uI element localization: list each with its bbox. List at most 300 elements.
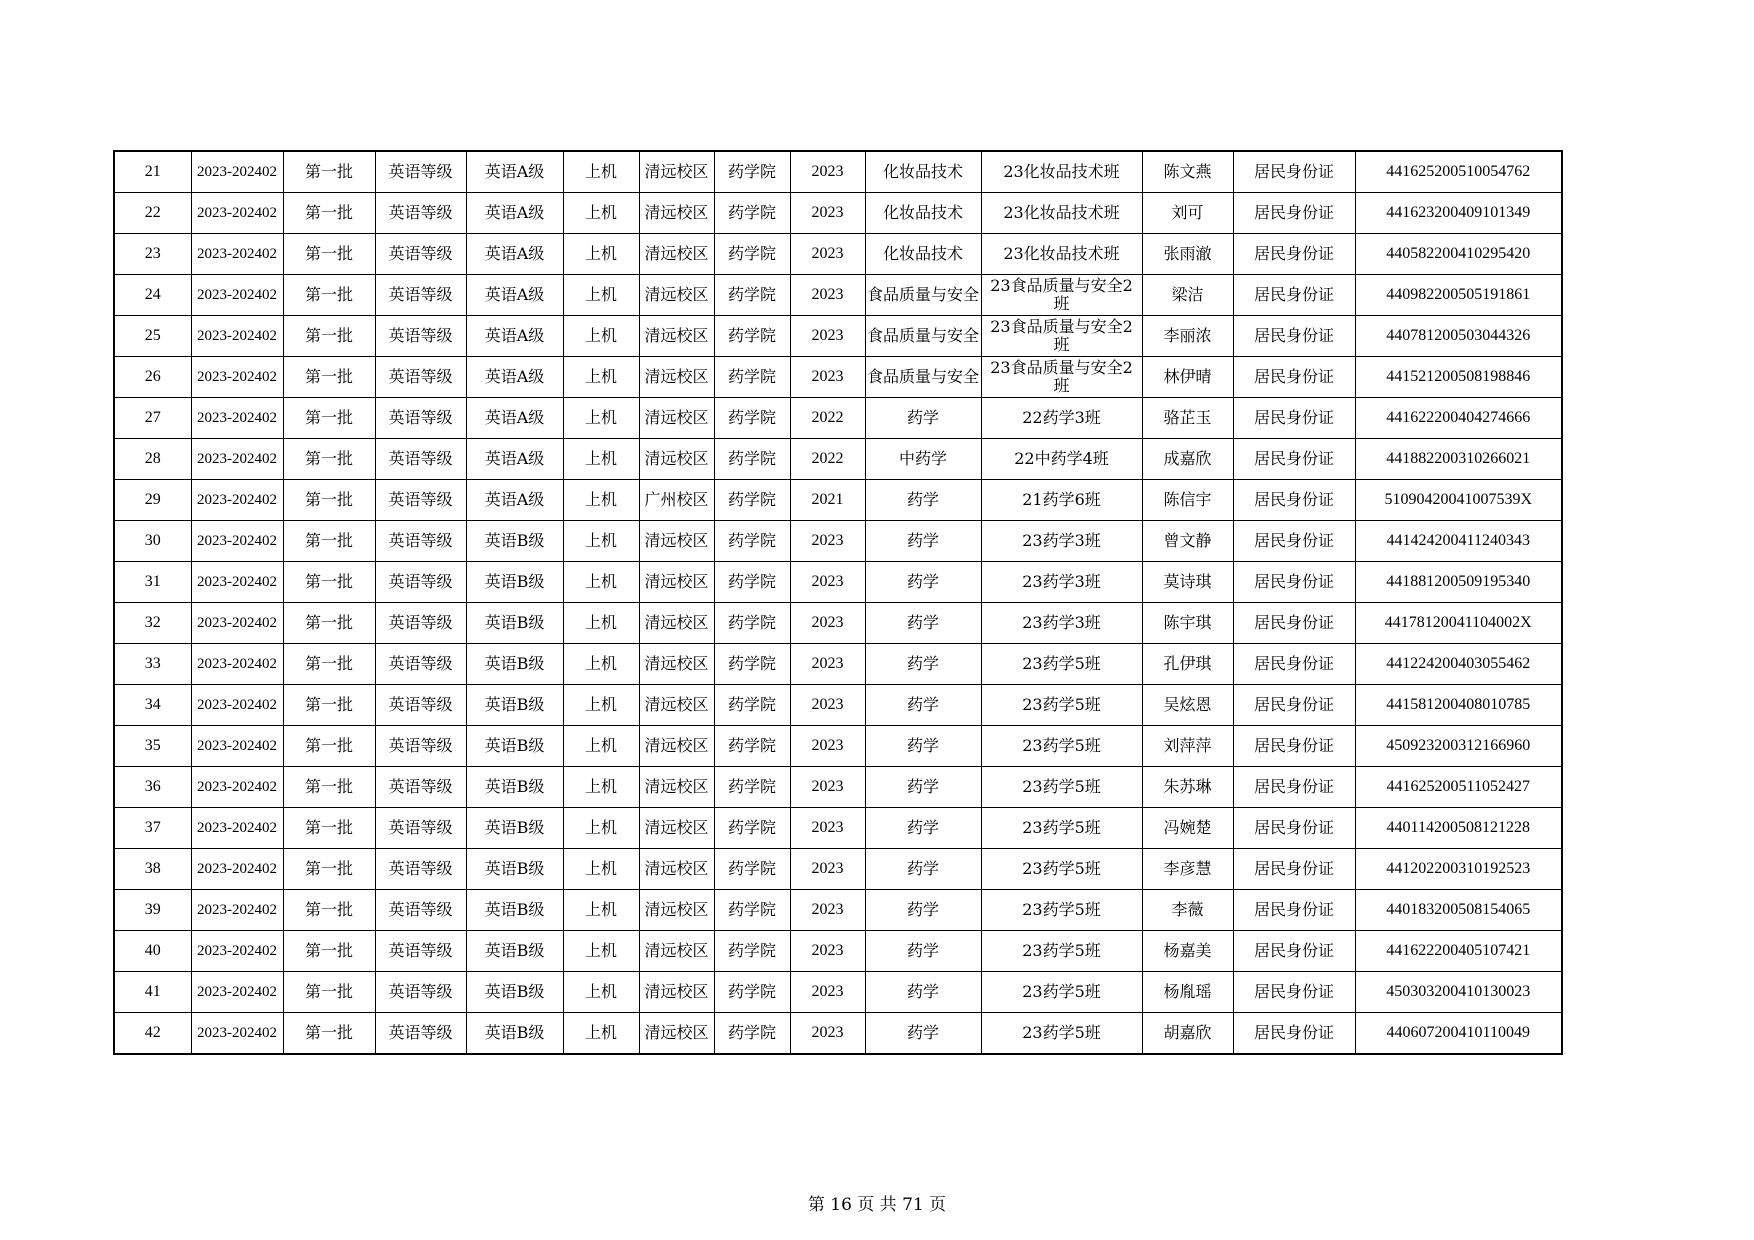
cell-id-type: 居民身份证: [1233, 562, 1355, 603]
cell-term: 2023-202402: [191, 275, 283, 316]
cell-class-name: 23药学5班: [981, 931, 1142, 972]
cell-grade-year: 2023: [790, 275, 865, 316]
cell-major: 药学: [865, 972, 981, 1013]
cell-exam-mode: 上机: [563, 275, 639, 316]
table-row: [114, 275, 1562, 316]
cell-class-name: 23药学5班: [981, 685, 1142, 726]
cell-college: 药学院: [714, 972, 790, 1013]
records-table-body: [114, 151, 1562, 1054]
cell-major: 药学: [865, 808, 981, 849]
cell-exam-category: 英语等级: [375, 644, 466, 685]
cell-term: 2023-202402: [191, 972, 283, 1013]
cell-major: 药学: [865, 603, 981, 644]
cell-class-name: 23食品质量与安全2班: [981, 357, 1142, 398]
cell-exam-level: 英语B级: [466, 726, 563, 767]
cell-id-number: 441625200511052427: [1355, 767, 1562, 808]
cell-grade-year: 2023: [790, 234, 865, 275]
cell-campus: 清远校区: [639, 685, 714, 726]
cell-exam-mode: 上机: [563, 890, 639, 931]
cell-student-name: 陈文燕: [1142, 151, 1233, 193]
cell-row-number: 23: [114, 234, 191, 275]
cell-row-number: 40: [114, 931, 191, 972]
cell-exam-mode: 上机: [563, 685, 639, 726]
cell-batch: 第一批: [283, 439, 375, 480]
cell-major: 药学: [865, 931, 981, 972]
cell-student-name: 曾文静: [1142, 521, 1233, 562]
cell-batch: 第一批: [283, 562, 375, 603]
cell-college: 药学院: [714, 234, 790, 275]
cell-id-type: 居民身份证: [1233, 357, 1355, 398]
cell-campus: 清远校区: [639, 398, 714, 439]
table-row: [114, 357, 1562, 398]
cell-row-number: 21: [114, 151, 191, 193]
cell-batch: 第一批: [283, 685, 375, 726]
cell-college: 药学院: [714, 275, 790, 316]
cell-term: 2023-202402: [191, 1013, 283, 1055]
cell-class-name: 22药学3班: [981, 398, 1142, 439]
cell-major: 化妆品技术: [865, 234, 981, 275]
cell-row-number: 39: [114, 890, 191, 931]
cell-batch: 第一批: [283, 275, 375, 316]
cell-campus: 清远校区: [639, 439, 714, 480]
cell-id-number: 44178120041104002X: [1355, 603, 1562, 644]
table-row: [114, 562, 1562, 603]
cell-exam-mode: 上机: [563, 151, 639, 193]
cell-id-number: 450303200410130023: [1355, 972, 1562, 1013]
cell-batch: 第一批: [283, 398, 375, 439]
cell-row-number: 38: [114, 849, 191, 890]
cell-class-name: 23药学5班: [981, 849, 1142, 890]
cell-row-number: 41: [114, 972, 191, 1013]
cell-major: 药学: [865, 521, 981, 562]
cell-id-type: 居民身份证: [1233, 972, 1355, 1013]
cell-exam-level: 英语A级: [466, 439, 563, 480]
cell-term: 2023-202402: [191, 357, 283, 398]
cell-student-name: 李薇: [1142, 890, 1233, 931]
table-row: [114, 890, 1562, 931]
cell-student-name: 陈宇琪: [1142, 603, 1233, 644]
cell-id-type: 居民身份证: [1233, 726, 1355, 767]
cell-college: 药学院: [714, 193, 790, 234]
cell-class-name: 23药学5班: [981, 808, 1142, 849]
cell-student-name: 孔伊琪: [1142, 644, 1233, 685]
cell-id-type: 居民身份证: [1233, 603, 1355, 644]
cell-exam-category: 英语等级: [375, 849, 466, 890]
cell-row-number: 30: [114, 521, 191, 562]
cell-major: 化妆品技术: [865, 151, 981, 193]
cell-exam-category: 英语等级: [375, 562, 466, 603]
cell-exam-category: 英语等级: [375, 603, 466, 644]
cell-exam-mode: 上机: [563, 931, 639, 972]
table-row: [114, 849, 1562, 890]
cell-id-type: 居民身份证: [1233, 931, 1355, 972]
cell-student-name: 李丽浓: [1142, 316, 1233, 357]
table-row: [114, 521, 1562, 562]
cell-major: 药学: [865, 1013, 981, 1055]
cell-class-name: 23化妆品技术班: [981, 193, 1142, 234]
cell-campus: 清远校区: [639, 972, 714, 1013]
cell-campus: 清远校区: [639, 890, 714, 931]
cell-class-name: 23药学5班: [981, 726, 1142, 767]
cell-row-number: 32: [114, 603, 191, 644]
cell-major: 药学: [865, 726, 981, 767]
cell-exam-mode: 上机: [563, 521, 639, 562]
cell-grade-year: 2023: [790, 1013, 865, 1055]
cell-exam-level: 英语A级: [466, 275, 563, 316]
cell-term: 2023-202402: [191, 234, 283, 275]
cell-exam-mode: 上机: [563, 726, 639, 767]
cell-exam-level: 英语B级: [466, 644, 563, 685]
cell-campus: 清远校区: [639, 316, 714, 357]
cell-id-number: 441581200408010785: [1355, 685, 1562, 726]
cell-row-number: 27: [114, 398, 191, 439]
cell-exam-mode: 上机: [563, 398, 639, 439]
cell-id-number: 440114200508121228: [1355, 808, 1562, 849]
cell-id-type: 居民身份证: [1233, 151, 1355, 193]
cell-id-number: 440183200508154065: [1355, 890, 1562, 931]
cell-batch: 第一批: [283, 234, 375, 275]
cell-id-number: 441521200508198846: [1355, 357, 1562, 398]
cell-grade-year: 2023: [790, 357, 865, 398]
cell-exam-level: 英语A级: [466, 480, 563, 521]
cell-student-name: 杨胤瑶: [1142, 972, 1233, 1013]
cell-major: 药学: [865, 480, 981, 521]
cell-batch: 第一批: [283, 849, 375, 890]
cell-campus: 清远校区: [639, 357, 714, 398]
cell-class-name: 23食品质量与安全2班: [981, 275, 1142, 316]
cell-term: 2023-202402: [191, 480, 283, 521]
table-row: [114, 398, 1562, 439]
cell-class-name: 23药学5班: [981, 644, 1142, 685]
cell-id-number: 441625200510054762: [1355, 151, 1562, 193]
table-row: [114, 726, 1562, 767]
cell-row-number: 31: [114, 562, 191, 603]
cell-college: 药学院: [714, 521, 790, 562]
cell-exam-mode: 上机: [563, 480, 639, 521]
cell-exam-category: 英语等级: [375, 316, 466, 357]
cell-exam-category: 英语等级: [375, 972, 466, 1013]
cell-row-number: 36: [114, 767, 191, 808]
cell-id-type: 居民身份证: [1233, 644, 1355, 685]
cell-id-type: 居民身份证: [1233, 1013, 1355, 1055]
cell-campus: 广州校区: [639, 480, 714, 521]
cell-major: 食品质量与安全: [865, 316, 981, 357]
cell-college: 药学院: [714, 767, 790, 808]
cell-id-number: 441622200404274666: [1355, 398, 1562, 439]
cell-exam-mode: 上机: [563, 193, 639, 234]
cell-batch: 第一批: [283, 767, 375, 808]
cell-exam-level: 英语A级: [466, 316, 563, 357]
cell-batch: 第一批: [283, 357, 375, 398]
cell-college: 药学院: [714, 931, 790, 972]
cell-class-name: 23食品质量与安全2班: [981, 316, 1142, 357]
cell-grade-year: 2023: [790, 849, 865, 890]
cell-class-name: 23药学5班: [981, 972, 1142, 1013]
cell-exam-mode: 上机: [563, 316, 639, 357]
table-row: [114, 808, 1562, 849]
cell-student-name: 胡嘉欣: [1142, 1013, 1233, 1055]
cell-campus: 清远校区: [639, 1013, 714, 1055]
cell-exam-category: 英语等级: [375, 234, 466, 275]
cell-exam-category: 英语等级: [375, 890, 466, 931]
cell-exam-level: 英语B级: [466, 685, 563, 726]
cell-batch: 第一批: [283, 890, 375, 931]
cell-major: 药学: [865, 562, 981, 603]
cell-id-number: 441622200405107421: [1355, 931, 1562, 972]
cell-exam-category: 英语等级: [375, 193, 466, 234]
cell-term: 2023-202402: [191, 849, 283, 890]
cell-college: 药学院: [714, 603, 790, 644]
table-row: [114, 480, 1562, 521]
cell-campus: 清远校区: [639, 603, 714, 644]
cell-major: 药学: [865, 398, 981, 439]
table-row: [114, 644, 1562, 685]
cell-grade-year: 2023: [790, 972, 865, 1013]
cell-exam-mode: 上机: [563, 808, 639, 849]
cell-grade-year: 2023: [790, 193, 865, 234]
cell-major: 药学: [865, 849, 981, 890]
cell-batch: 第一批: [283, 1013, 375, 1055]
cell-row-number: 26: [114, 357, 191, 398]
cell-class-name: 23化妆品技术班: [981, 234, 1142, 275]
cell-exam-category: 英语等级: [375, 357, 466, 398]
cell-grade-year: 2023: [790, 808, 865, 849]
cell-exam-level: 英语B级: [466, 849, 563, 890]
table-row: [114, 316, 1562, 357]
cell-id-number: 51090420041007539X: [1355, 480, 1562, 521]
cell-major: 药学: [865, 890, 981, 931]
cell-student-name: 莫诗琪: [1142, 562, 1233, 603]
cell-id-type: 居民身份证: [1233, 234, 1355, 275]
cell-batch: 第一批: [283, 726, 375, 767]
cell-exam-category: 英语等级: [375, 151, 466, 193]
cell-student-name: 骆芷玉: [1142, 398, 1233, 439]
cell-row-number: 37: [114, 808, 191, 849]
cell-exam-level: 英语A级: [466, 357, 563, 398]
cell-college: 药学院: [714, 849, 790, 890]
cell-grade-year: 2023: [790, 316, 865, 357]
cell-exam-mode: 上机: [563, 562, 639, 603]
cell-major: 中药学: [865, 439, 981, 480]
cell-grade-year: 2023: [790, 767, 865, 808]
cell-id-type: 居民身份证: [1233, 685, 1355, 726]
cell-grade-year: 2023: [790, 931, 865, 972]
cell-id-number: 440607200410110049: [1355, 1013, 1562, 1055]
cell-exam-level: 英语A级: [466, 398, 563, 439]
cell-class-name: 21药学6班: [981, 480, 1142, 521]
cell-student-name: 张雨澈: [1142, 234, 1233, 275]
cell-student-name: 吴炫恩: [1142, 685, 1233, 726]
cell-term: 2023-202402: [191, 398, 283, 439]
cell-college: 药学院: [714, 808, 790, 849]
cell-class-name: 23药学3班: [981, 521, 1142, 562]
cell-exam-category: 英语等级: [375, 931, 466, 972]
cell-term: 2023-202402: [191, 562, 283, 603]
cell-college: 药学院: [714, 685, 790, 726]
cell-exam-mode: 上机: [563, 1013, 639, 1055]
cell-college: 药学院: [714, 562, 790, 603]
cell-batch: 第一批: [283, 931, 375, 972]
table-row: [114, 767, 1562, 808]
cell-exam-level: 英语B级: [466, 767, 563, 808]
cell-batch: 第一批: [283, 603, 375, 644]
cell-id-type: 居民身份证: [1233, 480, 1355, 521]
cell-id-type: 居民身份证: [1233, 193, 1355, 234]
records-table: [113, 150, 1563, 1055]
cell-batch: 第一批: [283, 521, 375, 562]
cell-id-type: 居民身份证: [1233, 398, 1355, 439]
cell-exam-mode: 上机: [563, 644, 639, 685]
cell-exam-category: 英语等级: [375, 439, 466, 480]
cell-batch: 第一批: [283, 151, 375, 193]
cell-grade-year: 2023: [790, 685, 865, 726]
cell-grade-year: 2023: [790, 644, 865, 685]
cell-row-number: 29: [114, 480, 191, 521]
cell-student-name: 陈信宇: [1142, 480, 1233, 521]
cell-college: 药学院: [714, 316, 790, 357]
cell-exam-level: 英语A级: [466, 151, 563, 193]
cell-exam-mode: 上机: [563, 357, 639, 398]
cell-term: 2023-202402: [191, 685, 283, 726]
cell-row-number: 42: [114, 1013, 191, 1055]
cell-term: 2023-202402: [191, 151, 283, 193]
cell-grade-year: 2021: [790, 480, 865, 521]
cell-major: 化妆品技术: [865, 193, 981, 234]
cell-term: 2023-202402: [191, 316, 283, 357]
cell-id-number: 441623200409101349: [1355, 193, 1562, 234]
cell-major: 药学: [865, 685, 981, 726]
cell-class-name: 23药学5班: [981, 890, 1142, 931]
cell-exam-level: 英语B级: [466, 562, 563, 603]
cell-exam-mode: 上机: [563, 234, 639, 275]
cell-grade-year: 2022: [790, 398, 865, 439]
cell-id-type: 居民身份证: [1233, 521, 1355, 562]
cell-student-name: 林伊晴: [1142, 357, 1233, 398]
cell-grade-year: 2023: [790, 151, 865, 193]
cell-row-number: 33: [114, 644, 191, 685]
cell-exam-mode: 上机: [563, 767, 639, 808]
cell-student-name: 成嘉欣: [1142, 439, 1233, 480]
cell-college: 药学院: [714, 1013, 790, 1055]
cell-campus: 清远校区: [639, 562, 714, 603]
cell-batch: 第一批: [283, 972, 375, 1013]
cell-exam-category: 英语等级: [375, 767, 466, 808]
cell-exam-category: 英语等级: [375, 480, 466, 521]
cell-term: 2023-202402: [191, 808, 283, 849]
cell-exam-level: 英语B级: [466, 808, 563, 849]
cell-college: 药学院: [714, 151, 790, 193]
cell-grade-year: 2023: [790, 890, 865, 931]
cell-student-name: 李彦慧: [1142, 849, 1233, 890]
cell-id-number: 440582200410295420: [1355, 234, 1562, 275]
cell-campus: 清远校区: [639, 767, 714, 808]
cell-id-number: 440781200503044326: [1355, 316, 1562, 357]
cell-batch: 第一批: [283, 316, 375, 357]
cell-campus: 清远校区: [639, 193, 714, 234]
cell-grade-year: 2023: [790, 603, 865, 644]
cell-id-type: 居民身份证: [1233, 890, 1355, 931]
cell-grade-year: 2023: [790, 562, 865, 603]
table-row: [114, 972, 1562, 1013]
cell-campus: 清远校区: [639, 726, 714, 767]
cell-term: 2023-202402: [191, 644, 283, 685]
cell-major: 药学: [865, 767, 981, 808]
cell-grade-year: 2022: [790, 439, 865, 480]
table-row: [114, 439, 1562, 480]
cell-class-name: 23药学3班: [981, 603, 1142, 644]
cell-exam-level: 英语B级: [466, 521, 563, 562]
cell-college: 药学院: [714, 644, 790, 685]
cell-exam-level: 英语B级: [466, 890, 563, 931]
cell-class-name: 23药学5班: [981, 767, 1142, 808]
cell-college: 药学院: [714, 726, 790, 767]
cell-exam-mode: 上机: [563, 849, 639, 890]
cell-id-type: 居民身份证: [1233, 439, 1355, 480]
cell-batch: 第一批: [283, 644, 375, 685]
cell-term: 2023-202402: [191, 439, 283, 480]
table-row: [114, 193, 1562, 234]
cell-student-name: 杨嘉美: [1142, 931, 1233, 972]
table-row: [114, 1013, 1562, 1055]
cell-exam-level: 英语B级: [466, 931, 563, 972]
cell-exam-mode: 上机: [563, 603, 639, 644]
cell-exam-category: 英语等级: [375, 685, 466, 726]
cell-grade-year: 2023: [790, 521, 865, 562]
cell-term: 2023-202402: [191, 193, 283, 234]
cell-major: 药学: [865, 644, 981, 685]
cell-class-name: 23药学5班: [981, 1013, 1142, 1055]
table-row: [114, 151, 1562, 193]
cell-college: 药学院: [714, 480, 790, 521]
cell-id-type: 居民身份证: [1233, 275, 1355, 316]
cell-campus: 清远校区: [639, 521, 714, 562]
cell-id-type: 居民身份证: [1233, 808, 1355, 849]
cell-class-name: 23化妆品技术班: [981, 151, 1142, 193]
table-row: [114, 931, 1562, 972]
cell-row-number: 24: [114, 275, 191, 316]
cell-id-type: 居民身份证: [1233, 316, 1355, 357]
cell-term: 2023-202402: [191, 890, 283, 931]
cell-row-number: 34: [114, 685, 191, 726]
cell-exam-category: 英语等级: [375, 808, 466, 849]
cell-id-number: 450923200312166960: [1355, 726, 1562, 767]
cell-id-type: 居民身份证: [1233, 767, 1355, 808]
cell-row-number: 22: [114, 193, 191, 234]
cell-campus: 清远校区: [639, 275, 714, 316]
cell-exam-level: 英语B级: [466, 1013, 563, 1055]
cell-campus: 清远校区: [639, 849, 714, 890]
cell-class-name: 23药学3班: [981, 562, 1142, 603]
cell-student-name: 朱苏琳: [1142, 767, 1233, 808]
cell-exam-category: 英语等级: [375, 1013, 466, 1055]
cell-row-number: 28: [114, 439, 191, 480]
cell-exam-category: 英语等级: [375, 726, 466, 767]
cell-exam-category: 英语等级: [375, 275, 466, 316]
cell-term: 2023-202402: [191, 726, 283, 767]
cell-exam-mode: 上机: [563, 972, 639, 1013]
cell-class-name: 22中药学4班: [981, 439, 1142, 480]
cell-term: 2023-202402: [191, 603, 283, 644]
cell-id-number: 440982200505191861: [1355, 275, 1562, 316]
cell-student-name: 冯婉楚: [1142, 808, 1233, 849]
table-row: [114, 603, 1562, 644]
cell-college: 药学院: [714, 439, 790, 480]
cell-batch: 第一批: [283, 193, 375, 234]
cell-batch: 第一批: [283, 808, 375, 849]
cell-student-name: 刘萍萍: [1142, 726, 1233, 767]
cell-term: 2023-202402: [191, 931, 283, 972]
page-footer: 第 16 页 共 71 页: [807, 1195, 947, 1215]
